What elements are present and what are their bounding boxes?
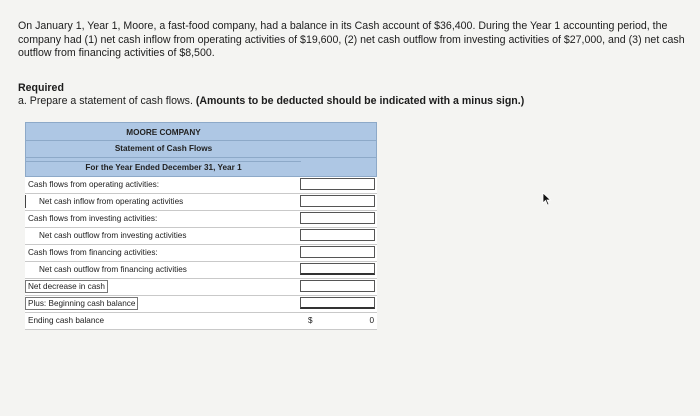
table-row (25, 177, 377, 194)
statement-title: Statement of Cash Flows (114, 144, 213, 153)
amount-input[interactable] (300, 178, 375, 190)
statement-period: For the Year Ended December 31, Year 1 (26, 161, 301, 172)
amount-input[interactable] (300, 263, 375, 275)
required-instruction (18, 95, 524, 107)
row-label: Cash flows from operating activities: (28, 180, 160, 189)
table-row (25, 245, 377, 262)
row-label: Net cash outflow from investing activities (39, 231, 187, 240)
row-label-input[interactable]: Plus: Beginning cash balance (25, 297, 138, 310)
row-label: Cash flows from financing activities: (28, 248, 158, 257)
amount-input[interactable] (300, 229, 375, 241)
cash-flow-statement-table (25, 122, 377, 330)
mouse-cursor-icon (542, 192, 552, 206)
instruction-emphasis: (Amounts to be deducted should be indicated with a minus sign.) (195, 95, 525, 107)
currency-symbol: $ (308, 316, 313, 325)
row-label: Net cash outflow from financing activities (39, 265, 187, 274)
amount-input[interactable] (300, 246, 375, 258)
statement-header (25, 122, 377, 177)
table-row (25, 211, 377, 228)
amount-input[interactable] (300, 195, 375, 207)
ending-balance-value: 0 (369, 316, 374, 325)
table-row (25, 296, 377, 313)
row-label: Cash flows from investing activities: (28, 214, 158, 223)
row-label-input[interactable]: Net decrease in cash (25, 280, 108, 293)
amount-input[interactable] (300, 280, 375, 292)
problem-statement: On January 1, Year 1, Moore, a fast-food company, had a balance in its Cash account of $36,400. During the Year 1 accounting period, the company had (1) net cash inflow from operating activities of $19,600, (2) net cash outflow from investing activities of $27,000, and (3) net cash outflow from financing activities of $8,500. (18, 20, 685, 60)
row-label: Net cash inflow from operating activities (39, 197, 184, 206)
table-row-total (25, 313, 377, 330)
table-row (25, 194, 377, 211)
amount-input[interactable] (300, 297, 375, 309)
amount-input[interactable] (300, 212, 375, 224)
company-name: MOORE COMPANY (126, 128, 201, 137)
table-row (25, 262, 377, 279)
instruction-text: a. Prepare a statement of cash flows. (18, 95, 196, 107)
table-row (25, 228, 377, 245)
table-row (25, 279, 377, 296)
row-label: Ending cash balance (28, 316, 105, 325)
required-heading: Required (18, 82, 64, 94)
